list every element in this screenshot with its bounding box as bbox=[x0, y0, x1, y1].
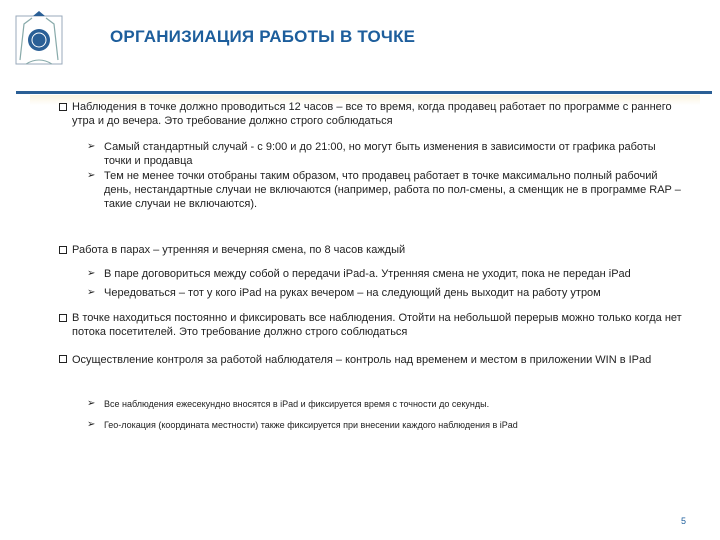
slide-title: ОРГАНИЗИАЦИЯ РАБОТЫ В ТОЧКЕ bbox=[110, 27, 416, 46]
square-bullet-icon bbox=[59, 246, 67, 254]
bullet-3: В точке находиться постоянно и фиксировать все наблюдения. Отойти на небольшой перерыв можно только когда нет потока посетителей. Это требование должно строго соблюдаться bbox=[72, 311, 692, 339]
company-crest-logo bbox=[14, 10, 64, 68]
arrow-bullet-icon: ➢ bbox=[87, 287, 96, 298]
bullet-1: Наблюдения в точке должно проводиться 12 часов – все то время, когда продавец работает по программе с раннего утра и до вечера. Это требование должно строго соблюдаться bbox=[72, 100, 692, 128]
arrow-bullet-icon: ➢ bbox=[87, 268, 96, 279]
arrow-bullet-icon: ➢ bbox=[87, 170, 96, 181]
sub-bullet-4-1: ➢ Все наблюдения ежесекундно вносятся в iPad и фиксируется время с точности до секунды. bbox=[87, 398, 490, 409]
sub-bullet-4-2: ➢ Гео-локация (координата местности) также фиксируется при внесении каждого наблюдения в iPad bbox=[87, 419, 518, 430]
arrow-bullet-icon: ➢ bbox=[87, 398, 96, 409]
arrow-bullet-icon: ➢ bbox=[87, 141, 96, 152]
sub-bullet-2-1: ➢ В паре договориться между собой о передачи iPad-а. Утренняя смена не уходит, пока не передан iPad bbox=[87, 268, 631, 280]
square-bullet-icon bbox=[59, 103, 67, 111]
page-number: 5 bbox=[681, 516, 687, 526]
bullet-2: Работа в парах – утренняя и вечерняя смена, по 8 часов каждый bbox=[72, 243, 692, 257]
square-bullet-icon bbox=[59, 355, 67, 363]
bullet-4: Осуществление контроля за работой наблюдателя – контроль над временем и местом в приложении WIN в IPad bbox=[72, 352, 692, 368]
sub-bullet-1-2: ➢ Тем не менее точки отобраны таким образом, что продавец работает в точке максимально полный рабочий день, нестандартные случаи не включаются (например, работа по пол-смены, а сменщик не в программе RAP – такие случаи не включаются). bbox=[87, 170, 681, 210]
sub-bullet-1-1: ➢ Самый стандартный случай - с 9:00 и до 21:00, но могут быть изменения в зависимости от графика работы точки и продавца bbox=[87, 141, 656, 167]
title-divider bbox=[16, 91, 712, 94]
sub-bullet-2-2: ➢ Чередоваться – тот у кого iPad на руках вечером – на следующий день выходит на работу утром bbox=[87, 287, 601, 299]
square-bullet-icon bbox=[59, 314, 67, 322]
arrow-bullet-icon: ➢ bbox=[87, 419, 96, 430]
